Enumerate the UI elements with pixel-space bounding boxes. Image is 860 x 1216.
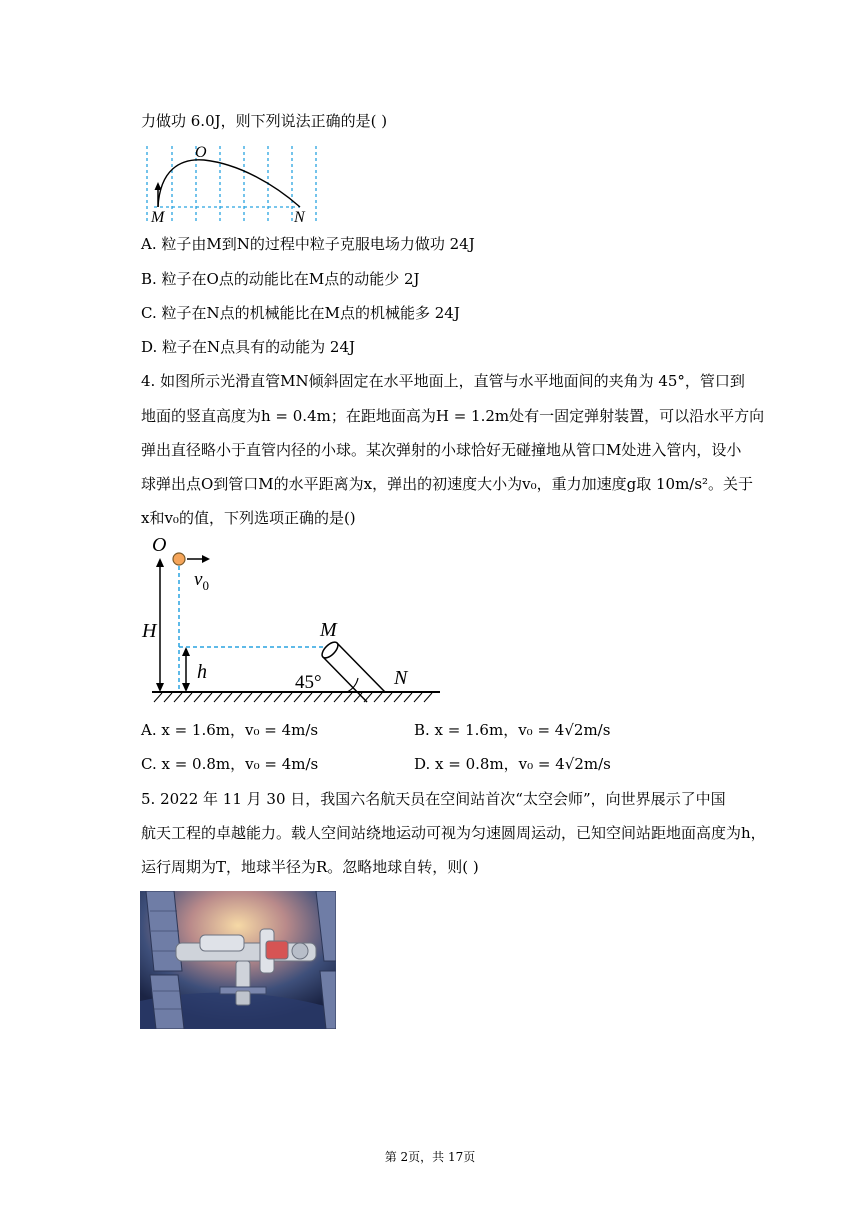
page-footer: 第 2页，共 17页 xyxy=(384,1150,476,1164)
q5-stem-line-1: 5. 2022 年 11 月 30 日，我国六名航天员在空间站首次“太空会师”，向世界展示了中国 xyxy=(141,790,726,808)
q4-option-b: B. x = 1.6m，v₀ = 4√2m/s xyxy=(414,721,611,739)
q3-label-N: N xyxy=(294,209,305,226)
q3-figure-trajectory xyxy=(140,140,330,226)
q4-option-a: A. x = 1.6m，v₀ = 4m/s xyxy=(141,721,319,739)
q4-label-O: O xyxy=(152,534,167,556)
q4-label-N: N xyxy=(394,667,408,689)
q3-option-c: C. 粒子在N点的机械能比在M点的机械能多 24J xyxy=(141,304,460,322)
q4-label-H: H xyxy=(142,620,157,642)
q3-label-O: O xyxy=(195,144,207,161)
q4-stem-line-5: x和v₀的值，下列选项正确的是() xyxy=(141,509,356,527)
q4-label-angle: 45° xyxy=(295,672,322,693)
q4-stem-line-4: 球弹出点O到管口M的水平距离为x，弹出的初速度大小为v₀，重力加速度g取 10m/s²。关于 xyxy=(141,475,754,493)
q3-option-b: B. 粒子在O点的动能比在M点的动能少 2J xyxy=(141,270,420,288)
q5-stem-line-3: 运行周期为T，地球半径为R。忽略地球自转，则( ) xyxy=(141,858,479,876)
q4-figure-tube xyxy=(140,530,445,712)
q3-option-d: D. 粒子在N点具有的动能为 24J xyxy=(141,338,356,356)
q4-stem-line-3: 弹出直径略小于直管内径的小球。某次弹射的小球恰好无碰撞地从管口M处进入管内，设小 xyxy=(141,441,742,459)
q5-stem-line-2: 航天工程的卓越能力。载人空间站绕地运动可视为匀速圆周运动，已知空间站距地面高度为h， xyxy=(141,824,766,842)
q4-stem-line-2: 地面的竖直高度为h = 0.4m；在距地面高为H = 1.2m处有一固定弹射装置，可以沿水平方向 xyxy=(141,407,765,425)
q4-stem-line-1: 4. 如图所示光滑直管MN倾斜固定在水平地面上，直管与水平地面间的夹角为 45°，管口到 xyxy=(141,372,745,390)
q3-label-M: M xyxy=(151,209,165,226)
q4-option-c: C. x = 0.8m，v₀ = 4m/s xyxy=(141,755,319,773)
q4-label-h: h xyxy=(197,661,207,683)
q4-option-d: D. x = 0.8m，v₀ = 4√2m/s xyxy=(414,755,611,773)
q3-stem-tail: 力做功 6.0J，则下列说法正确的是( ) xyxy=(141,112,388,130)
q4-label-M: M xyxy=(320,619,337,641)
q5-space-station-image xyxy=(140,891,336,1029)
q4-label-v0: $v_0$ xyxy=(194,569,209,593)
q3-option-a: A. 粒子由M到N的过程中粒子克服电场力做功 24J xyxy=(141,235,475,253)
